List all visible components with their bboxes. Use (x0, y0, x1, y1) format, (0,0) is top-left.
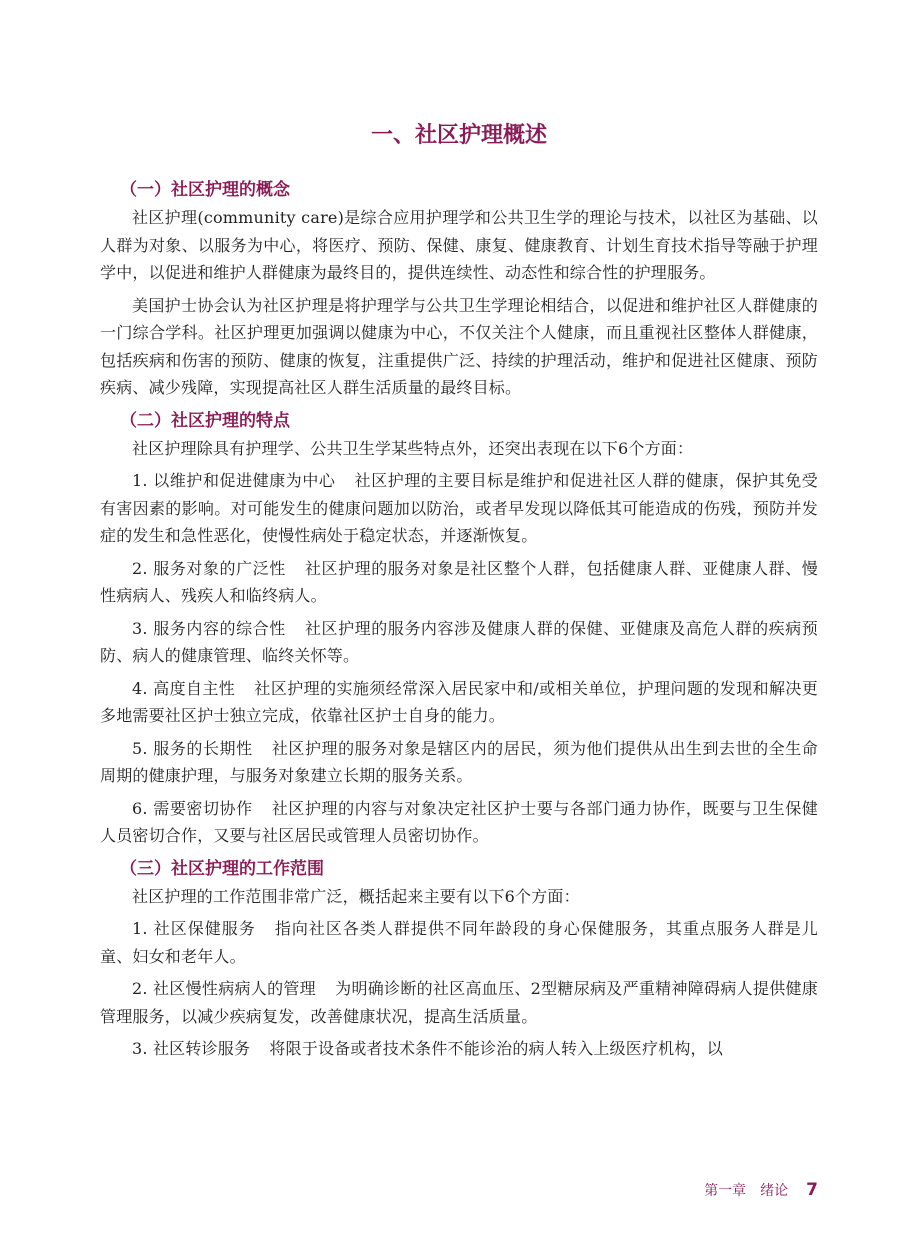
page (100, 0, 818, 1241)
paragraph-lead: 1. 社区保健服务 (132, 919, 256, 938)
page-footer (704, 1180, 818, 1200)
paragraph-lead: 3. 服务内容的综合性 (132, 618, 286, 638)
paragraph-lead: 2. 服务对象的广泛性 (132, 558, 286, 578)
page-number: 7 (806, 1180, 818, 1200)
paragraph-lead: 5. 服务的长期性 (132, 738, 253, 758)
paragraph (100, 883, 818, 911)
paragraph-text: 将限于设备或者技术条件不能诊治的病人转入上级医疗机构，以 (269, 1039, 723, 1058)
paragraph (100, 435, 818, 463)
paragraph-text: 社区护理的主要目标是维护和促进社区人群的健康，保护其免受有害因素的影响。对可能发生的健康问题加以防治，或者早发现以降低其可能造成的伤残，预防并发症的发生和急性恶化，使慢性病处于稳定状态，并逐渐恢复。 (100, 471, 818, 545)
paragraph-lead: 2. 社区慢性病病人的管理 (132, 979, 316, 998)
paragraph (100, 467, 818, 550)
paragraph (100, 1035, 818, 1063)
paragraph (100, 204, 818, 287)
paragraph-text: 社区护理的服务内容涉及健康人群的保健、亚健康及高危人群的疾病预防、病人的健康管理、临终关怀等。 (100, 618, 818, 665)
paragraph (100, 735, 818, 790)
paragraph-text: 社区护理的服务对象是社区整个人群，包括健康人群、亚健康人群、慢性病病人、残疾人和临终病人。 (100, 558, 818, 605)
paragraph-text: 社区护理(community care)是综合应用护理学和公共卫生学的理论与技术，以社区为基础、以人群为对象、以服务为中心，将医疗、预防、保健、康复、健康教育、计划生育技术指导等融于护理学中，以促进和维护人群健康为最终目的，提供连续性、动态性和综合性的护理服务。 (100, 208, 818, 282)
paragraph (100, 615, 818, 670)
section-heading: （三）社区护理的工作范围 (120, 858, 324, 879)
paragraph (100, 975, 818, 1030)
paragraph (100, 555, 818, 610)
paragraph-text: 为明确诊断的社区高血压、2型糖尿病及严重精神障碍病人提供健康管理服务，以减少疾病复发，改善健康状况，提高生活质量。 (100, 979, 818, 1026)
paragraph-text: 社区护理的实施须经常深入居民家中和/或相关单位，护理问题的发现和解决更多地需要社区护士独立完成，依靠社区护士自身的能力。 (100, 678, 818, 725)
section-heading: （二）社区护理的特点 (120, 410, 290, 431)
paragraph-text: 社区护理的内容与对象决定社区护士要与各部门通力协作，既要与卫生保健人员密切合作，又要与社区居民或管理人员密切协作。 (100, 798, 819, 845)
paragraph-text: 指向社区各类人群提供不同年龄段的身心保健服务，其重点服务人群是儿童、妇女和老年人。 (100, 919, 819, 966)
section-heading: （一）社区护理的概念 (120, 180, 290, 200)
paragraph-text: 社区护理的工作范围非常广泛，概括起来主要有以下6个方面： (132, 886, 580, 906)
paragraph-text: 美国护士协会认为社区护理是将护理学与公共卫生学理论相结合，以促进和维护社区人群健康的一门综合学科。社区护理更加强调以健康为中心，不仅关注个人健康，而且重视社区整体人群健康，包括疾病和伤害的预防、健康的恢复，注重提供广泛、持续的护理活动，维护和促进社区健康、预防疾病、减少残障，实现提高社区人群生活质量的最终目标。 (100, 295, 818, 397)
paragraph-lead: 1. 以维护和促进健康为中心 (132, 471, 336, 490)
paragraph (100, 795, 818, 850)
page-title: 一、社区护理概述 (370, 123, 547, 148)
paragraph-lead: 6. 需要密切协作 (132, 798, 253, 818)
paragraph (100, 915, 818, 970)
paragraph-text: 社区护理除具有护理学、公共卫生学某些特点外，还突出表现在以下6个方面： (132, 438, 694, 458)
paragraph-text: 社区护理的服务对象是辖区内的居民，须为他们提供从出生到去世的全生命周期的健康护理，与服务对象建立长期的服务关系。 (100, 738, 819, 785)
chapter-label: 第一章 绪论 (704, 1183, 789, 1199)
content (100, 176, 818, 1068)
paragraph (100, 675, 818, 730)
paragraph-lead: 4. 高度自主性 (132, 678, 236, 698)
paragraph-lead: 3. 社区转诊服务 (132, 1039, 251, 1058)
paragraph (100, 292, 818, 402)
